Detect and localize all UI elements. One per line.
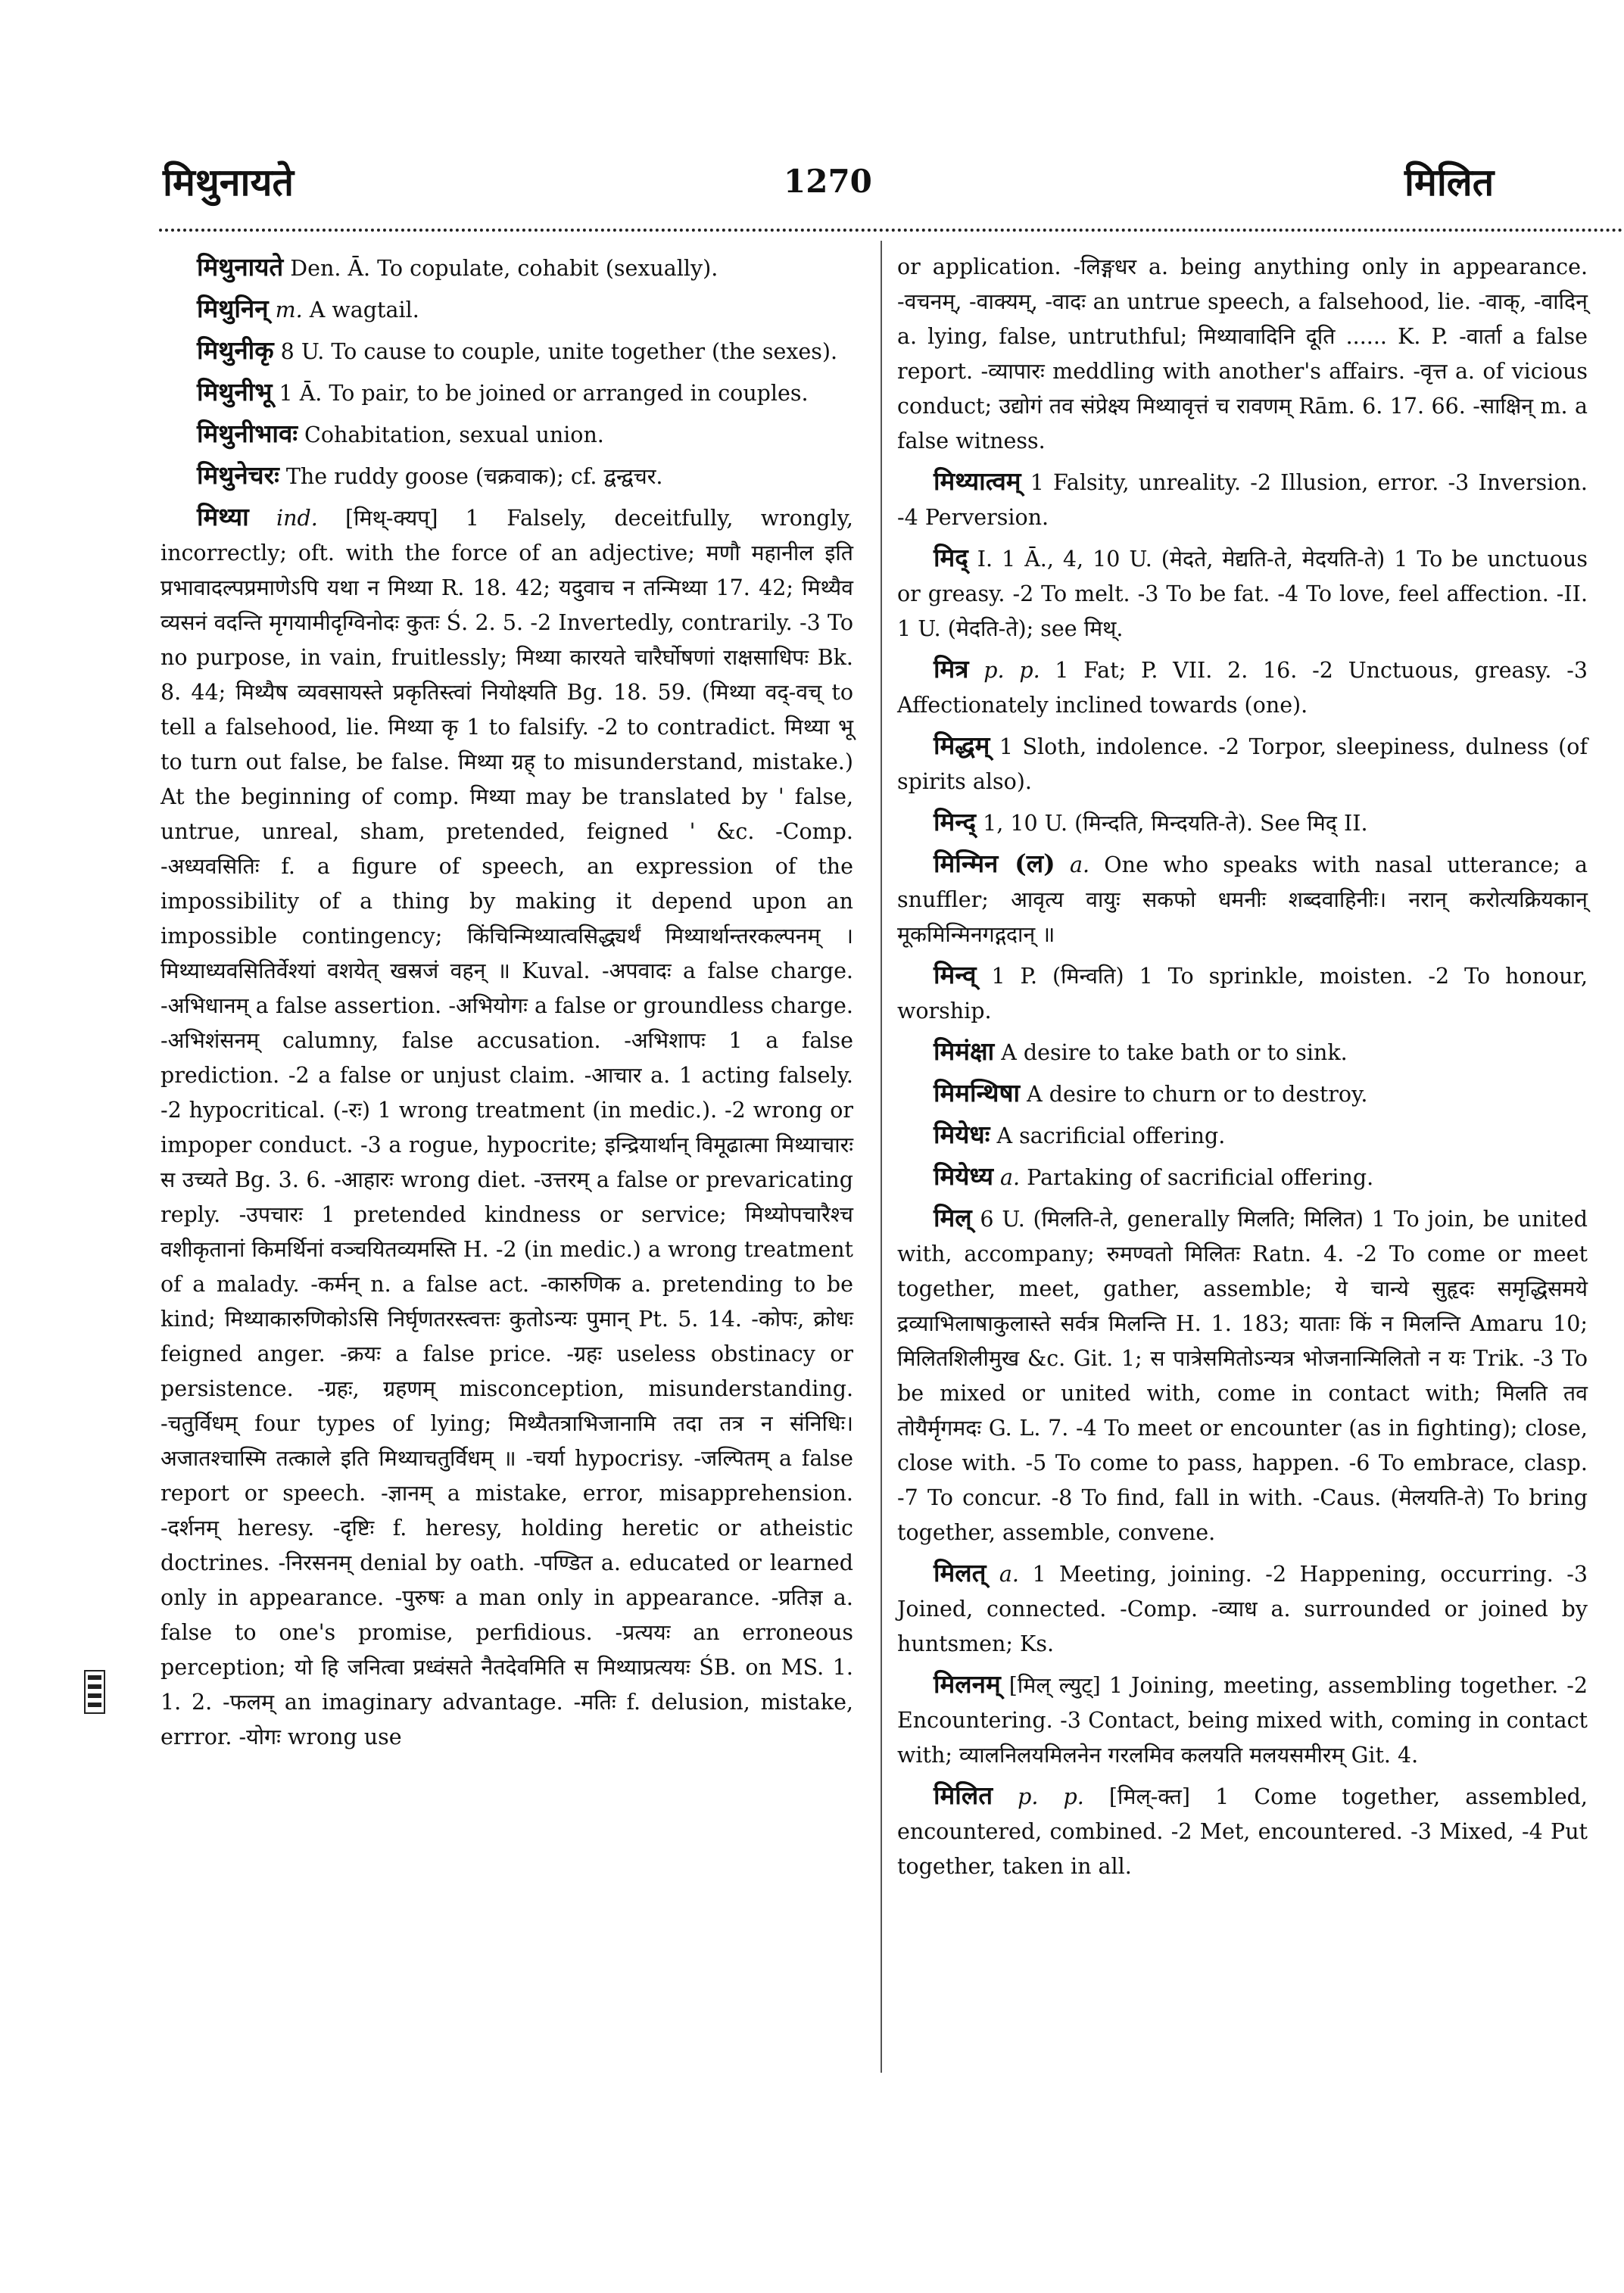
entry-grammar: p. p. [968,658,1040,683]
entry-headword: मिन्मिन (ल) [934,849,1055,878]
column-divider [881,241,882,2073]
entry-definition: A sacrificial offering. [990,1123,1226,1148]
page-number: 1270 [784,163,872,200]
entry-headword: मिथ्यात्वम् [934,466,1021,496]
entry-headword: मिलित [934,1781,993,1810]
entry-headword: मिथुनायते [197,252,284,282]
entry-definition: 1 P. (मिन्वति) 1 To sprinkle, moisten. -2 To honour, worship. [897,964,1588,1023]
dictionary-entry [161,291,853,328]
entry-definition: Cohabitation, sexual union. [298,422,604,447]
entry-definition: I. 1 Ā., 4, 10 U. (मेदते, मेद्यति-ते, मेदयति-ते) 1 To be unctuous or greasy. -2 To melt. -3 To be fat. -4 To love, feel affection. -II. 1 U. (मेदति-ते); see मिथ्. [897,547,1588,641]
dictionary-entry [161,333,853,369]
entry-definition: [मिल् ल्युट्] 1 Joining, meeting, assembling together. -2 Encountering. -3 Contact, being mixed with, coming in contact with; व्यालनिलयमिलनेन गरलमिव कलयति मलयसमीरम् Git. 4. [897,1673,1588,1768]
running-headword-left: मिथुनायते [163,160,294,204]
entry-definition: 1 Meeting, joining. -2 Happening, occurring. -3 Joined, connected. -Comp. -व्याध a. surrounded or joined by huntsmen; Ks. [897,1562,1588,1656]
entry-headword: मिलत् [934,1558,987,1587]
dictionary-entry [897,1667,1588,1773]
entry-definition: Partaking of sacrificial offering. [1020,1165,1374,1190]
thumb-index-mark [83,1669,106,1715]
dictionary-entry [161,416,853,453]
dictionary-entry [897,958,1588,1029]
header-rule [159,229,1624,232]
entry-definition: 8 U. To cause to couple, unite together (the sexes). [273,339,838,364]
dictionary-entry [897,652,1588,723]
entry-headword: मिथुनीभावः [197,419,298,448]
entry-definition: The ruddy goose (चक्रवाक); cf. द्वन्द्वचर. [279,464,663,489]
dictionary-entry [897,1778,1588,1884]
running-headword-right: मिलित [1404,160,1495,204]
entry-headword: मिलनम् [934,1669,1001,1699]
entry-definition: 1 Ā. To pair, to be joined or arranged in couples. [272,381,809,406]
entry-headword: मियेधः [934,1120,990,1149]
entry-grammar: a. [993,1165,1021,1190]
entry-definition: 1, 10 U. (मिन्दति, मिन्दयति-ते). See मिद् II. [976,811,1368,836]
entry-headword: मिन्व् [934,960,977,989]
entry-headword: मिमन्थिषा [934,1078,1021,1108]
entry-headword: मियेध्य [934,1161,993,1191]
entry-grammar: p. p. [993,1784,1084,1809]
entry-grammar: a. [1055,852,1090,877]
right-column [897,250,1588,1890]
dictionary-entry [161,375,853,411]
entry-headword: मिमंक्षा [934,1036,995,1066]
dictionary-entry [897,1201,1588,1550]
entry-continuation: or application. -लिङ्गधर a. being anything only in appearance. -वचनम्, -वाक्यम्, -वादः an untrue speech, a falsehood, lie. -वाक्, -वादिन् a. lying, false, untruthful; मिथ्यावादिनि दूति ...... K. P. -वार्ता a false report. -व्यापारः meddling with another's affairs. -वृत्त a. of vicious conduct; उद्योगं तव संप्रेक्ष्य मिथ्यावृत्तं च रावणम् Rām. 6. 17. 66. -साक्षिन् m. a false witness. [897,254,1588,453]
entry-definition: One who speaks with nasal utterance; a snuffler; आवृत्य वायुः सकफो धमनीः शब्दवाहिनीः। नरान् करोत्यक्रियकान् मूकमिन्मिनगद्गदान् ॥ [897,852,1588,947]
entry-definition: A wagtail. [302,298,419,322]
dictionary-entry [897,1117,1588,1154]
dictionary-entry [897,846,1588,952]
entry-headword: मित्र [934,654,969,684]
entry-definition: 6 U. (मिलति-ते, generally मिलति; मिलित) 1 To join, be united with, accompany; रुमण्वतो मिलितः Ratn. 4. -2 To come or meet together, meet, gather, assemble; ये चान्ये सुहृदः समृद्धिसमये द्रव्याभिलाषाकुलास्ते सर्वत्र मिलन्ति H. 1. 183; याताः किं न मिलन्ति Amaru 10; मिलितशिलीमुख &c. Git. 1; स पात्रेसमितोऽन्यत्र भोजनान्मिलितो न यः Trik. -3 To be mixed or united with, come in contact with; मिलति तव तोयैर्मृगमदः G. L. 7. -4 To meet or encounter (as in fighting); close, close with. -5 To come to pass, happen. -6 To embrace, clasp. -7 To concur. -8 To find, fall in with. -Caus. (मेलयति-ते) To bring together, assemble, convene. [897,1207,1588,1545]
entry-headword: मिथुनीभू [197,377,273,407]
entry-grammar: ind. [248,506,318,531]
entry-headword: मिथुनिन् [197,294,269,323]
entry-headword: मिथुनीकृ [197,335,274,365]
entry-definition: [मिल्-क्त] 1 Come together, assembled, encountered, combined. -2 Met, encountered. -3 Mixed, -4 Put together, taken in all. [897,1784,1588,1879]
entry-headword: मिल् [934,1203,972,1232]
entry-definition: A desire to churn or to destroy. [1020,1082,1368,1107]
dictionary-entry [897,1076,1588,1112]
entry-definition: A desire to take bath or to sink. [994,1040,1348,1065]
dictionary-entry [897,541,1588,646]
dictionary-entry [897,464,1588,535]
entry-definition: 1 Sloth, indolence. -2 Torpor, sleepiness, dulness (of spirits also). [897,734,1588,794]
entry-headword: मिथुनेचरः [197,460,279,490]
dictionary-entry [161,500,853,1755]
entry-definition: [मिथ्-क्यप्] 1 Falsely, deceitfully, wrongly, incorrectly; oft. with the force of an adjective; मणौ महानील इति प्रभावादल्पप्रमाणेऽपि यथा न मिथ्या R. 18. 42; यदुवाच न तन्मिथ्या 17. 42; मिथ्यैव व्यसनं वदन्ति मृगयामीदृग्विनोदः कुतः Ś. 2. 5. -2 Invertedly, contrarily. -3 To no purpose, in vain, fruitlessly; मिथ्या कारयते चारैर्घोषणां राक्षसाधिपः Bk. 8. 44; मिथ्यैष व्यवसायस्ते प्रकृतिस्त्वां नियोक्ष्यति Bg. 18. 59. (मिथ्या वद्-वच् to tell a falsehood, lie. मिथ्या कृ 1 to falsify. -2 to contradict. मिथ्या भू to turn out false, be false. मिथ्या ग्रह् to misunderstand, mistake.) At the beginning of comp. मिथ्या may be translated by ' false, untrue, unreal, sham, pretended, feigned ' &c. -Comp. -अध्यवसितिः f. a figure of speech, an expression of the impossibility of a thing by making it depend upon an impossible contingency; किंचिन्मिथ्यात्वसिद्ध्यर्थं मिथ्यार्थान्तरकल्पनम् । मिथ्याध्यवसितिर्वेश्यां वशयेत् खस्रजं वहन् ॥ Kuval. -अपवादः a false charge. -अभिधानम् a false assertion. -अभियोगः a false or groundless charge. -अभिशंसनम् calumny, false accusation. -अभिशापः 1 a false prediction. -2 a false or unjust claim. -आचार a. 1 acting falsely. -2 hypocritical. (-रः) 1 wrong treatment (in medic.). -2 wrong or impoper conduct. -3 a rogue, hypocrite; इन्द्रियार्थान् विमूढात्मा मिथ्याचारः स उच्यते Bg. 3. 6. -आहारः wrong diet. -उत्तरम् a false or prevaricating reply. -उपचारः 1 pretended kindness or service; मिथ्योपचारैश्च वशीकृतानां किमर्थिनां वञ्चयितव्यमस्ति H. -2 (in medic.) a wrong treatment of a malady. -कर्मन् n. a false act. -कारुणिक a. pretending to be kind; मिथ्याकारुणिकोऽसि निर्घृणतरस्त्वत्तः कुतोऽन्यः पुमान् Pt. 5. 14. -कोपः, क्रोधः feigned anger. -क्रयः a false price. -ग्रहः useless obstinacy or persistence. -ग्रहः, ग्रहणम् misconception, misunderstanding. -चतुर्विधम् four types of lying; मिथ्यैतत्राभिजानामि तदा तत्र न संनिधिः। अजातश्चास्मि तत्काले इति मिथ्याचतुर्विधम् ॥ -चर्या hypocrisy. -जल्पितम् a false report or speech. -ज्ञानम् a mistake, error, misapprehension. -दर्शनम् heresy. -दृष्टिः f. heresy, holding heretic or atheistic doctrines. -निरसनम् denial by oath. -पण्डित a. educated or learned only in appearance. -पुरुषः a man only in appearance. -प्रतिज्ञ a. false to one's promise, perfidious. -प्रत्ययः an erroneous perception; यो हि जनित्वा प्रध्वंसते नैतदेवमिति स मिथ्याप्रत्ययः ŚB. on MS. 1. 1. 2. -फलम् an imaginary advantage. -मतिः f. delusion, mistake, errror. -योगः wrong use [161,506,853,1749]
dictionary-entry [897,805,1588,841]
dictionary-entry [897,728,1588,799]
dictionary-entry [897,1159,1588,1195]
entry-headword: मिद्धम् [934,731,990,760]
left-column [161,250,853,1760]
dictionary-entry [161,458,853,494]
entry-headword: मिथ्या [197,502,249,531]
dictionary-entry [161,250,853,286]
entry-headword: मिन्द् [934,807,977,837]
entry-definition: 1 Falsity, unreality. -2 Illusion, error. -3 Inversion. -4 Perversion. [897,470,1588,530]
dictionary-entry [897,1556,1588,1662]
entry-definition: Den. Ā. To copulate, cohabit (sexually). [283,256,718,281]
entry-definition: 1 Fat; P. VII. 2. 16. -2 Unctuous, greasy. -3 Affectionately inclined towards (one). [897,658,1588,718]
entry-grammar: a. [986,1562,1019,1587]
entry-headword: मिद् [934,543,968,572]
dictionary-entry [897,1034,1588,1070]
entry-grammar: m. [268,298,303,322]
